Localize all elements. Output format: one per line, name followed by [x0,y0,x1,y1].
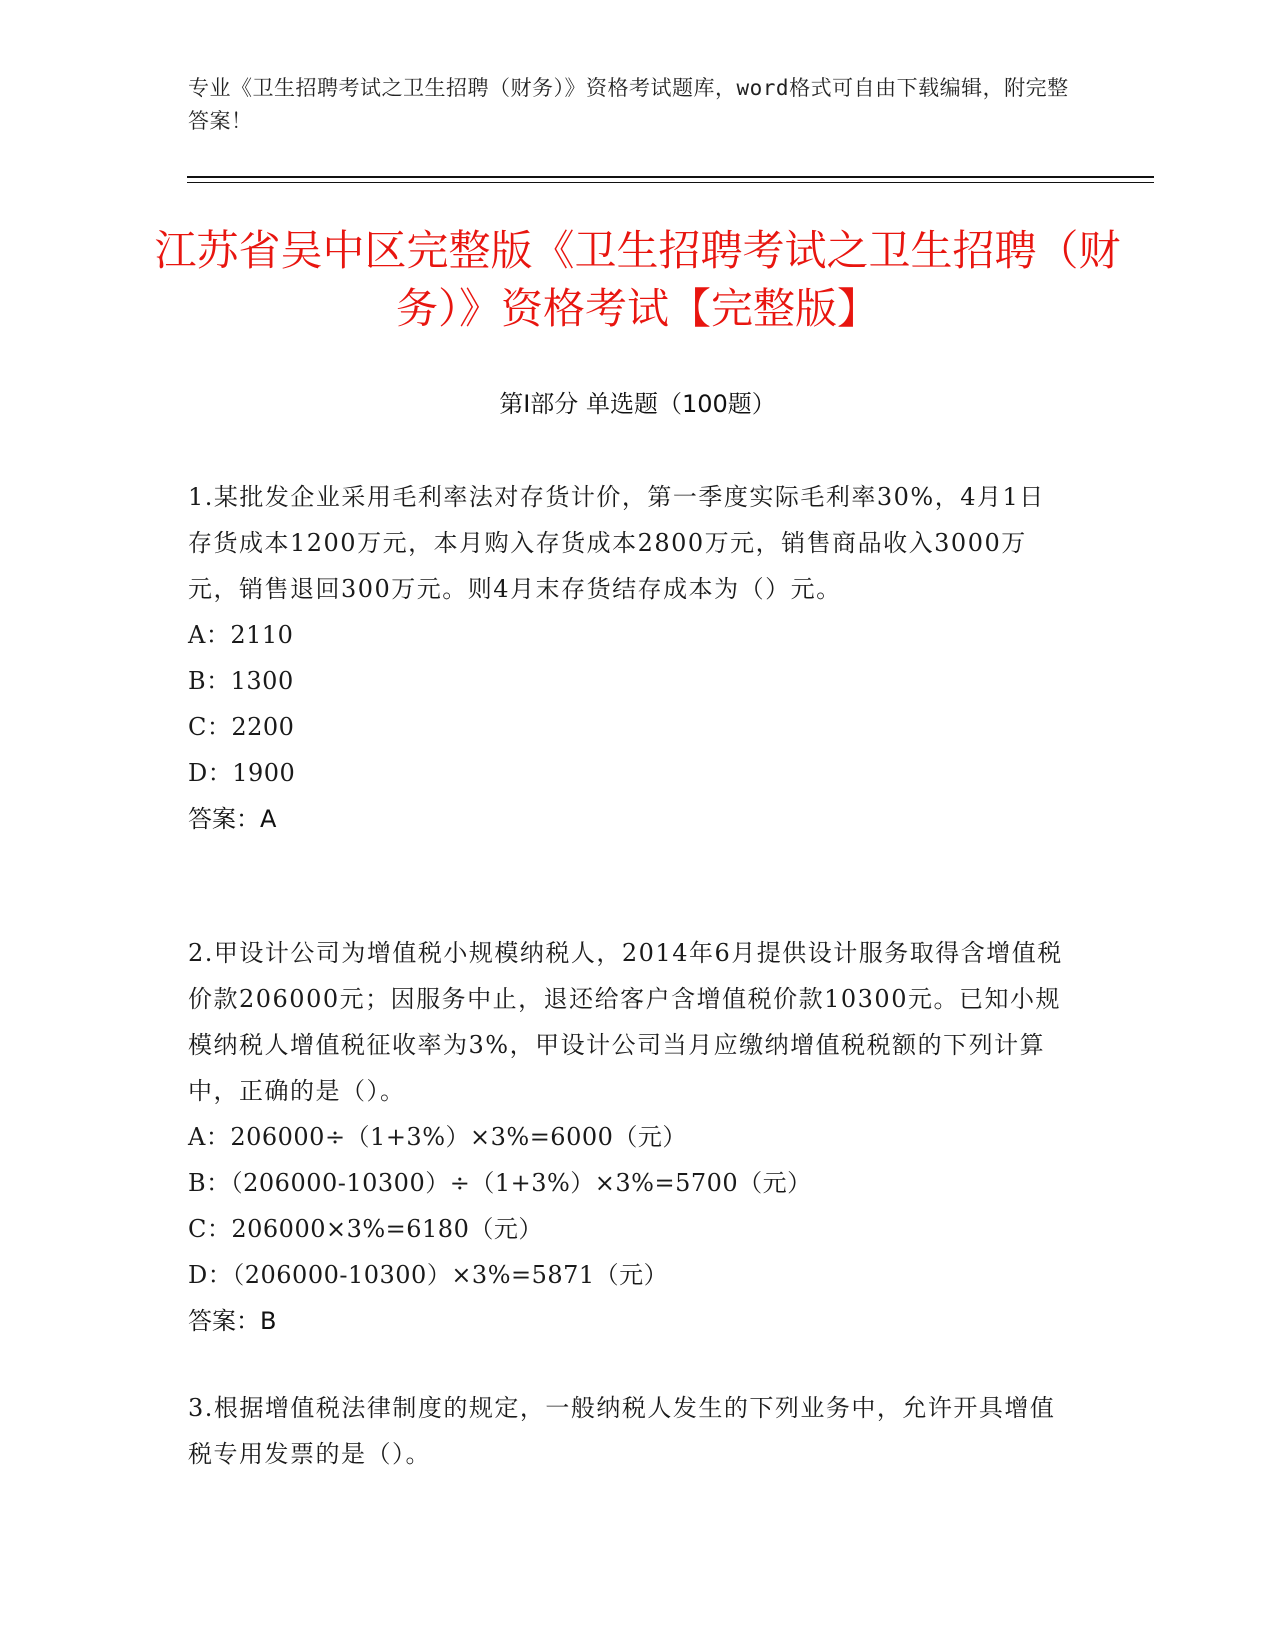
question-stem: 3.根据增值税法律制度的规定，一般纳税人发生的下列业务中，允许开具增值税专用发票的是（）。 [188,1394,1056,1468]
header-divider-thin [187,182,1154,183]
option-b: B：1300 [188,667,294,695]
question-2 [188,930,1068,1344]
answer-line: 答案：A [188,805,277,833]
question-1 [188,474,1068,842]
option-a: A：206000÷（1+3%）×3%=6000（元） [188,1123,687,1151]
option-a: A：2110 [188,621,294,649]
answer-line: 答案：B [188,1307,277,1335]
header-divider-thick [187,176,1154,178]
question-stem: 2.甲设计公司为增值税小规模纳税人，2014年6月提供设计服务取得含增值税价款206000元；因服务中止，退还给客户含增值税价款10300元。已知小规模纳税人增值税征收率为3%，甲设计公司当月应缴纳增值税税额的下列计算中，正确的是（）。 [188,939,1063,1105]
option-b: B：（206000-10300）÷（1+3%）×3%=5700（元） [188,1169,812,1197]
header-note: 专业《卫生招聘考试之卫生招聘（财务）》资格考试题库，word格式可自由下载编辑，附完整答案！ [188,76,1069,133]
option-c: C：206000×3%=6180（元） [188,1215,543,1243]
option-d: D：（206000-10300）×3%=5871（元） [188,1261,669,1289]
document-title: 江苏省吴中区完整版《卫生招聘考试之卫生招聘（财务）》资格考试【完整版】 [154,226,1121,333]
option-d: D：1900 [188,759,296,787]
section-title: 第Ⅰ部分 单选题（100题） [499,390,776,418]
question-stem: 1.某批发企业采用毛利率法对存货计价，第一季度实际毛利率30%，4月1日存货成本1200万元，本月购入存货成本2800万元，销售商品收入3000万元，销售退回300万元。则4月末存货结存成本为（）元。 [188,483,1045,603]
option-c: C：2200 [188,713,295,741]
question-3 [188,1385,1068,1477]
